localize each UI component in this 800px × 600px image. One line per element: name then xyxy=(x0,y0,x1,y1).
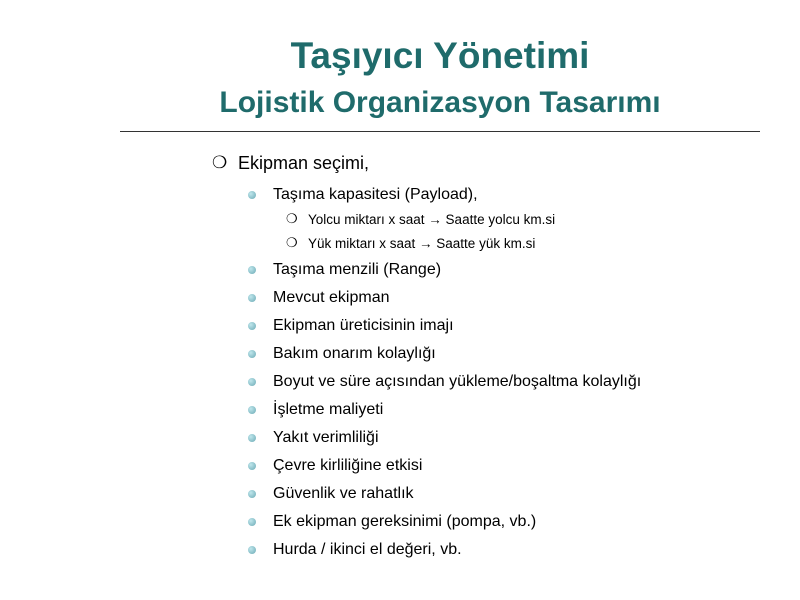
list-item-text: Yük miktarı x saat → Saatte yük km.si xyxy=(308,236,536,251)
round-bullet-icon xyxy=(248,462,256,470)
slide-subtitle: Lojistik Organizasyon Tasarımı xyxy=(219,86,661,119)
hollow-circle-bullet-icon: ❍ xyxy=(212,153,228,172)
list-item-text: Mevcut ekipman xyxy=(273,289,390,306)
round-bullet-icon xyxy=(248,378,256,386)
round-bullet-icon xyxy=(248,266,256,274)
round-bullet-icon xyxy=(248,406,256,414)
hollow-circle-bullet-icon: ❍ xyxy=(286,211,298,226)
list-item-text: Hurda / ikinci el değeri, vb. xyxy=(273,541,462,558)
round-bullet-icon xyxy=(248,322,256,330)
round-bullet-icon xyxy=(248,546,256,554)
list-item-text: Güvenlik ve rahatlık xyxy=(273,485,414,502)
list-item-text: Ekipman seçimi, xyxy=(238,153,370,173)
list-item-text: Taşıma kapasitesi (Payload), xyxy=(273,186,478,203)
round-bullet-icon xyxy=(248,518,256,526)
list-item-text: Bakım onarım kolaylığı xyxy=(273,345,436,362)
round-bullet-icon xyxy=(248,490,256,498)
round-bullet-icon xyxy=(248,294,256,302)
list-item-text: Ek ekipman gereksinimi (pompa, vb.) xyxy=(273,513,537,530)
round-bullet-icon xyxy=(248,434,256,442)
list-item-text: Yolcu miktarı x saat → Saatte yolcu km.si xyxy=(308,212,556,227)
round-bullet-icon xyxy=(248,191,256,199)
slide-title: Taşıyıcı Yönetimi xyxy=(290,35,590,76)
hollow-circle-bullet-icon: ❍ xyxy=(286,235,298,250)
list-item-text: İşletme maliyeti xyxy=(273,401,384,418)
list-item-text: Ekipman üreticisinin imajı xyxy=(273,317,454,334)
list-item-text: Çevre kirliliğine etkisi xyxy=(273,457,423,474)
list-item-text: Yakıt verimliliği xyxy=(273,429,379,446)
round-bullet-icon xyxy=(248,350,256,358)
list-item-text: Taşıma menzili (Range) xyxy=(273,261,442,278)
list-item-text: Boyut ve süre açısından yükleme/boşaltma kolaylığı xyxy=(273,373,642,390)
title-divider xyxy=(120,131,760,132)
